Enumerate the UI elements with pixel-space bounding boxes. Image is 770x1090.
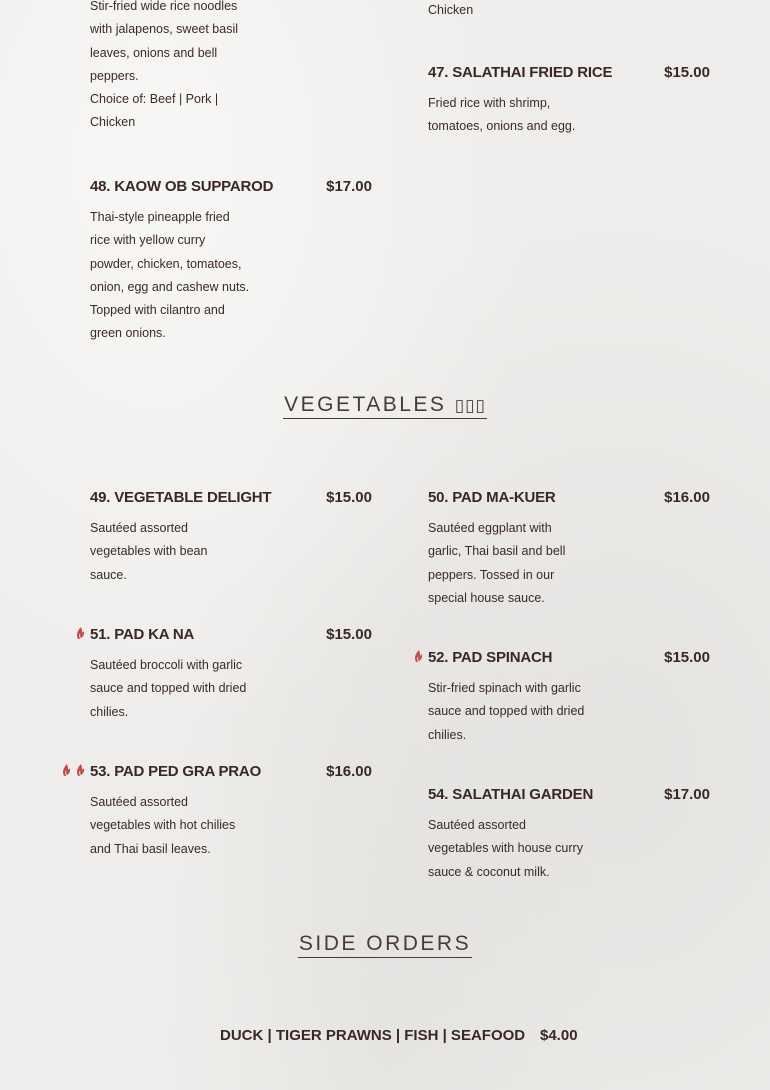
- item-price: $16.00: [664, 489, 710, 506]
- item-name: 52. PAD SPINACH: [428, 649, 553, 666]
- item-description: Stir-fried spinach with garlic sauce and topped with dried chilies.: [428, 681, 585, 742]
- item-price: $15.00: [326, 626, 372, 643]
- item-price: $17.00: [664, 786, 710, 803]
- section-title-glyphs: ▯▯▯: [454, 396, 486, 415]
- item-description: Sautéed broccoli with garlic sauce and topped with dried chilies.: [90, 658, 247, 719]
- spicy-indicator: [60, 763, 87, 777]
- item-description: Sautéed assorted vegetables with house curry sauce & coconut milk.: [428, 818, 583, 879]
- item-price: $15.00: [664, 649, 710, 666]
- item-price: $15.00: [664, 64, 710, 81]
- item-name: 49. VEGETABLE DELIGHT: [90, 489, 272, 506]
- chili-icon: [60, 763, 73, 777]
- chili-icon: [412, 649, 425, 663]
- item-price: $17.00: [326, 178, 372, 195]
- side-orders-items: DUCK | TIGER PRAWNS | FISH | SEAFOOD: [220, 1027, 526, 1044]
- chili-icon: [74, 626, 87, 640]
- side-orders-price: $4.00: [540, 1027, 578, 1044]
- item-name: 48. KAOW OB SUPPAROD: [90, 178, 274, 195]
- item-price: $16.00: [326, 763, 372, 780]
- item-description: Fried rice with shrimp, tomatoes, onions and egg.: [428, 96, 576, 134]
- item-description: Stir-fried wide rice noodles with jalapenos, sweet basil leaves, onions and bell peppers.: [90, 0, 238, 83]
- spicy-indicator: [74, 626, 87, 640]
- item-name: 51. PAD KA NA: [90, 626, 195, 643]
- item-name: 47. SALATHAI FRIED RICE: [428, 64, 613, 81]
- item-continued-right: Chicken: [428, 3, 474, 17]
- item-name: 53. PAD PED GRA PRAO: [90, 763, 262, 780]
- item-price: $15.00: [326, 489, 372, 506]
- section-title-text: VEGETABLES: [284, 393, 447, 416]
- item-choice: Choice of: Beef | Pork | Chicken: [90, 92, 219, 130]
- item-continued-left: [90, 0, 252, 135]
- item-description: Sautéed assorted vegetables with bean sauce.: [90, 521, 208, 582]
- chili-icon: [74, 763, 87, 777]
- section-title-side-orders: [0, 932, 770, 958]
- item-name: 50. PAD MA-KUER: [428, 489, 556, 506]
- spicy-indicator: [412, 649, 425, 663]
- section-title-vegetables: [0, 393, 770, 419]
- item-description: Thai-style pineapple fried rice with yellow curry powder, chicken, tomatoes, onion, egg and cashew nuts. Topped with cilantro and green onions.: [90, 210, 250, 341]
- item-description: Sautéed assorted vegetables with hot chilies and Thai basil leaves.: [90, 795, 236, 856]
- section-title-text: SIDE ORDERS: [298, 932, 472, 958]
- item-name: 54. SALATHAI GARDEN: [428, 786, 594, 803]
- item-description: Sautéed eggplant with garlic, Thai basil and bell peppers. Tossed in our special house sauce.: [428, 521, 566, 605]
